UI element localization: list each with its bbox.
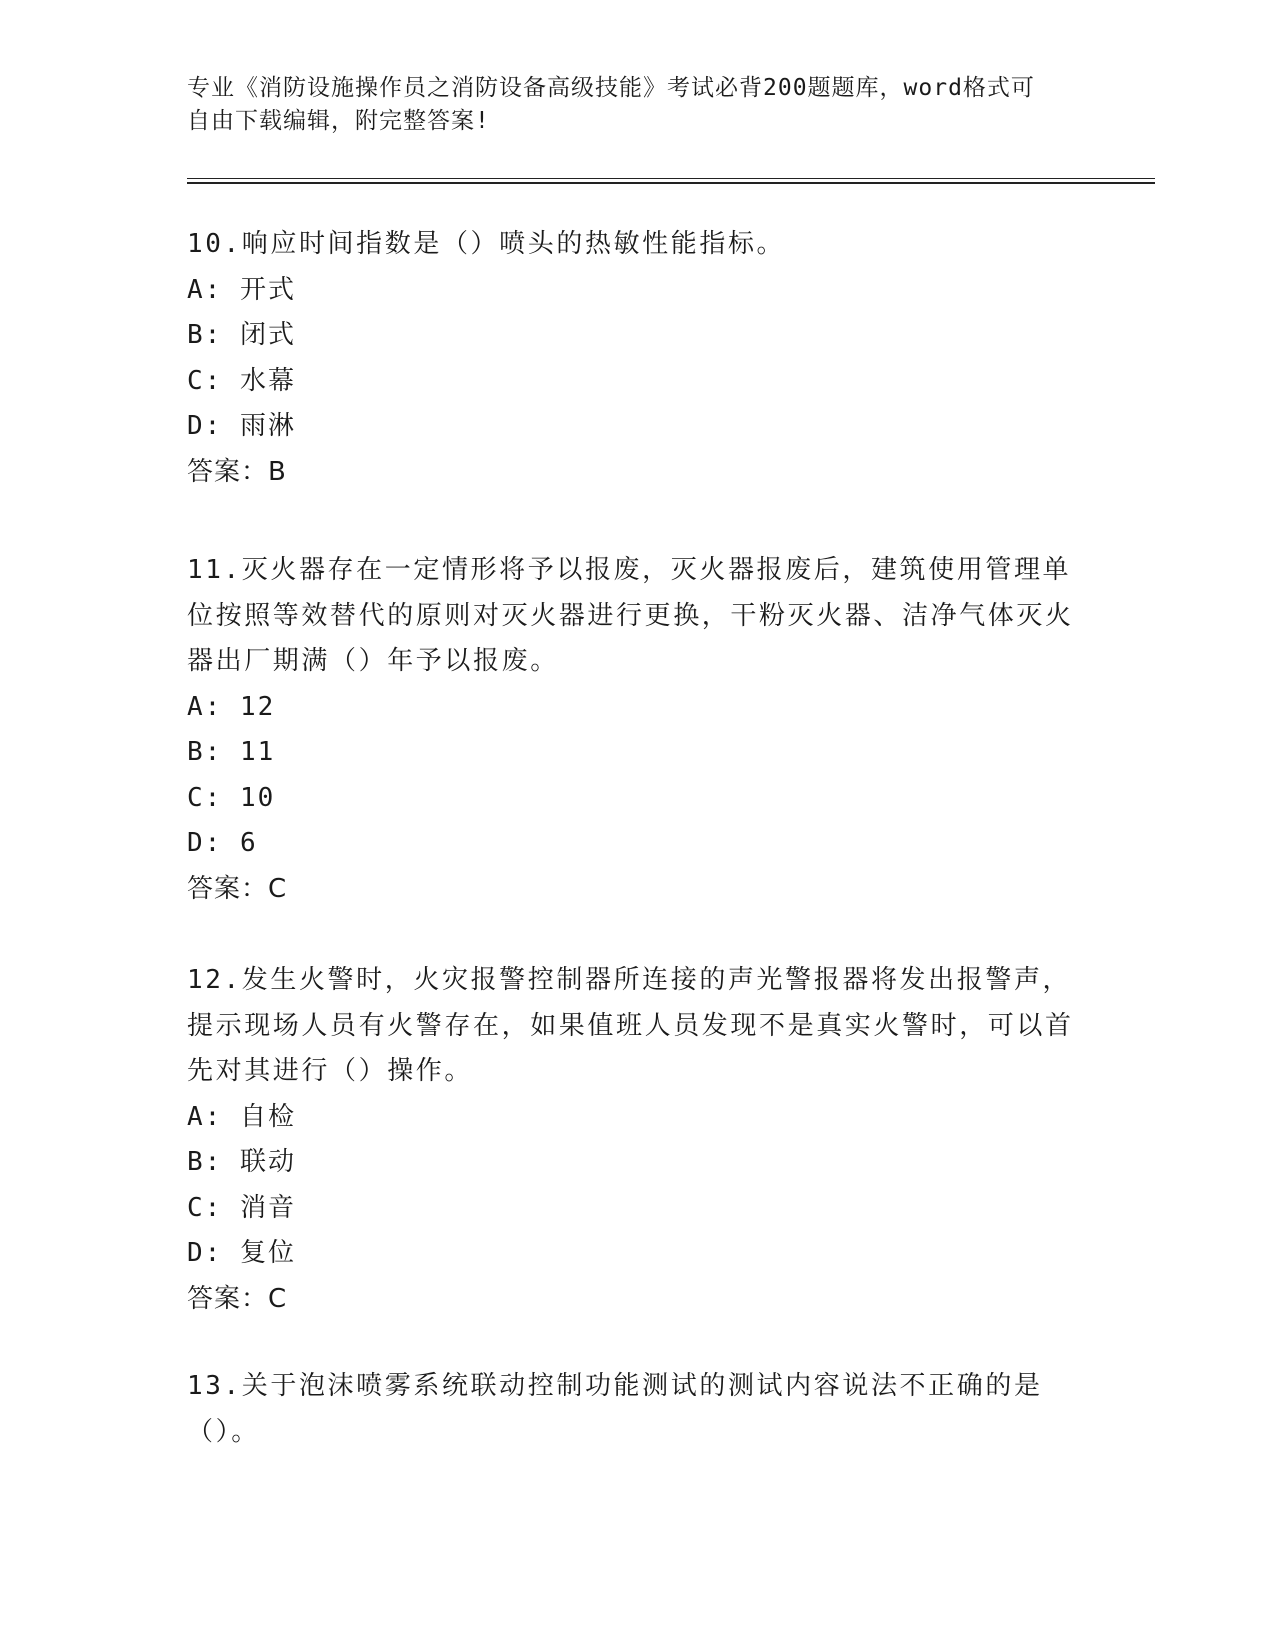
option-b: B: 闭式 [187,320,296,350]
option-c: C: 10 [187,782,276,813]
question-stem: 13.关于泡沫喷雾系统联动控制功能测试的测试内容说法不正确的是（）。 [187,1371,1043,1447]
question-13 [187,1364,1087,1455]
option-d: D: 复位 [187,1238,296,1268]
question-stem: 10.响应时间指数是（）喷头的热敏性能指标。 [187,229,786,259]
header-title-line-2: 自由下载编辑，附完整答案! [187,108,490,134]
question-stem: 12.发生火警时，火灾报警控制器所连接的声光警报器将发出报警声，提示现场人员有火警存在，如果值班人员发现不是真实火警时，可以首先对其进行（）操作。 [187,965,1074,1086]
question-11 [187,548,1087,912]
option-d: D: 6 [187,828,258,858]
option-c: C: 消音 [187,1192,296,1223]
header-title-line-1: 专业《消防设施操作员之消防设备高级技能》考试必背200题题库，word格式可 [187,75,1035,101]
document-header [187,72,1067,138]
option-b: B: 11 [187,737,276,767]
question-10 [187,222,1087,495]
option-c: C: 水幕 [187,365,296,396]
option-a: A: 开式 [187,274,296,305]
header-divider [187,178,1155,184]
question-stem: 11.灭火器存在一定情形将予以报废，灭火器报废后，建筑使用管理单位按照等效替代的原则对灭火器进行更换，干粉灭火器、洁净气体灭火器出厂期满（）年予以报废。 [187,555,1074,676]
question-12 [187,958,1087,1322]
option-a: A: 12 [187,691,276,722]
option-b: B: 联动 [187,1147,296,1177]
option-d: D: 雨淋 [187,411,296,441]
option-a: A: 自检 [187,1101,296,1132]
answer-label: 答案：B [187,456,287,487]
answer-label: 答案：C [187,873,288,904]
answer-label: 答案：C [187,1283,288,1314]
